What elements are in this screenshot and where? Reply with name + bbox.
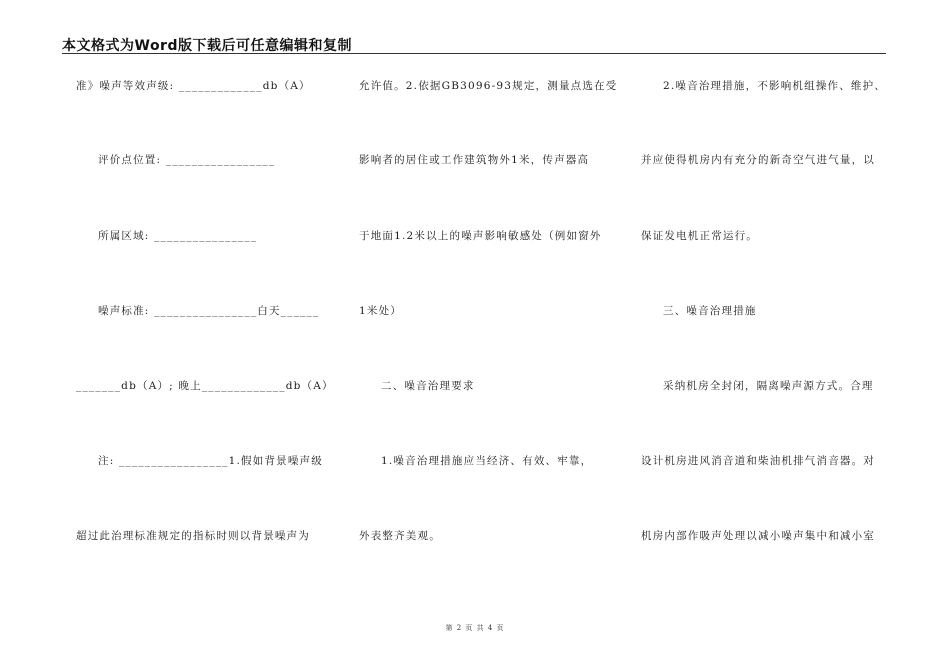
middle-col-line-1: 允许值。2.依据GB3096-93规定，测量点选在受 [359, 80, 618, 92]
right-col-line-2: 并应使得机房内有充分的新奇空气进气量，以 [641, 154, 875, 166]
header-divider [62, 53, 886, 54]
middle-col-line-4: 1米处） [359, 305, 402, 317]
left-col-line-1: 准》噪声等效声级: _____________db（A） [76, 80, 311, 92]
right-col-line-5: 采纳机房全封闭，隔离噪声源方式。合理 [663, 380, 874, 392]
left-col-line-2: 评价点位置: _________________ [98, 154, 276, 166]
right-col-line-3: 保证发电机正常运行。 [641, 230, 758, 242]
right-col-line-1: 2.噪音治理措施，不影响机组操作、维护、 [663, 80, 887, 92]
right-col-line-7: 机房内部作吸声处理以减小噪声集中和减小室 [641, 530, 875, 542]
middle-col-section-heading: 二、噪音治理要求 [381, 380, 475, 392]
right-col-section-heading: 三、噪音治理措施 [663, 305, 757, 317]
left-col-line-3: 所属区域: ________________ [98, 230, 258, 242]
left-col-line-6: 注: _________________1.假如背景噪声级 [98, 455, 323, 467]
document-header-title: 本文格式为Word版下载后可任意编辑和复制 [62, 38, 352, 54]
middle-col-line-6: 1.噪音治理措施应当经济、有效、牢靠， [381, 455, 593, 467]
middle-col-line-3: 于地面1.2米以上的噪声影响敏感处（例如窗外 [359, 230, 602, 242]
left-col-line-4: 噪声标准: ________________白天______ [98, 305, 320, 317]
middle-col-line-7: 外表整齐美观。 [359, 530, 441, 542]
left-col-line-7: 超过此治理标准规定的指标时则以背景噪声为 [76, 530, 310, 542]
left-col-line-5: _______db（A）; 晚上_____________db（A） [76, 380, 334, 392]
middle-col-line-2: 影响者的居住或工作建筑物外1米，传声器高 [359, 154, 590, 166]
right-col-line-6: 设计机房进风消音道和柴油机排气消音器。对 [641, 455, 875, 467]
page-number-footer: 第 2 页 共 4 页 [445, 624, 505, 632]
